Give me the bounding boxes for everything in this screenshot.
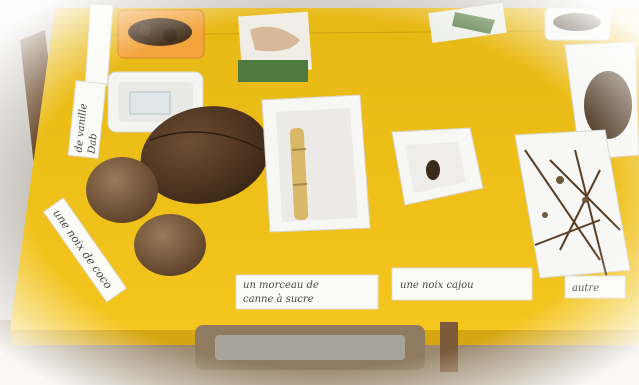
classroom-table-photo bbox=[0, 0, 639, 385]
photo-drawing bbox=[0, 0, 639, 385]
vignette bbox=[0, 0, 639, 385]
